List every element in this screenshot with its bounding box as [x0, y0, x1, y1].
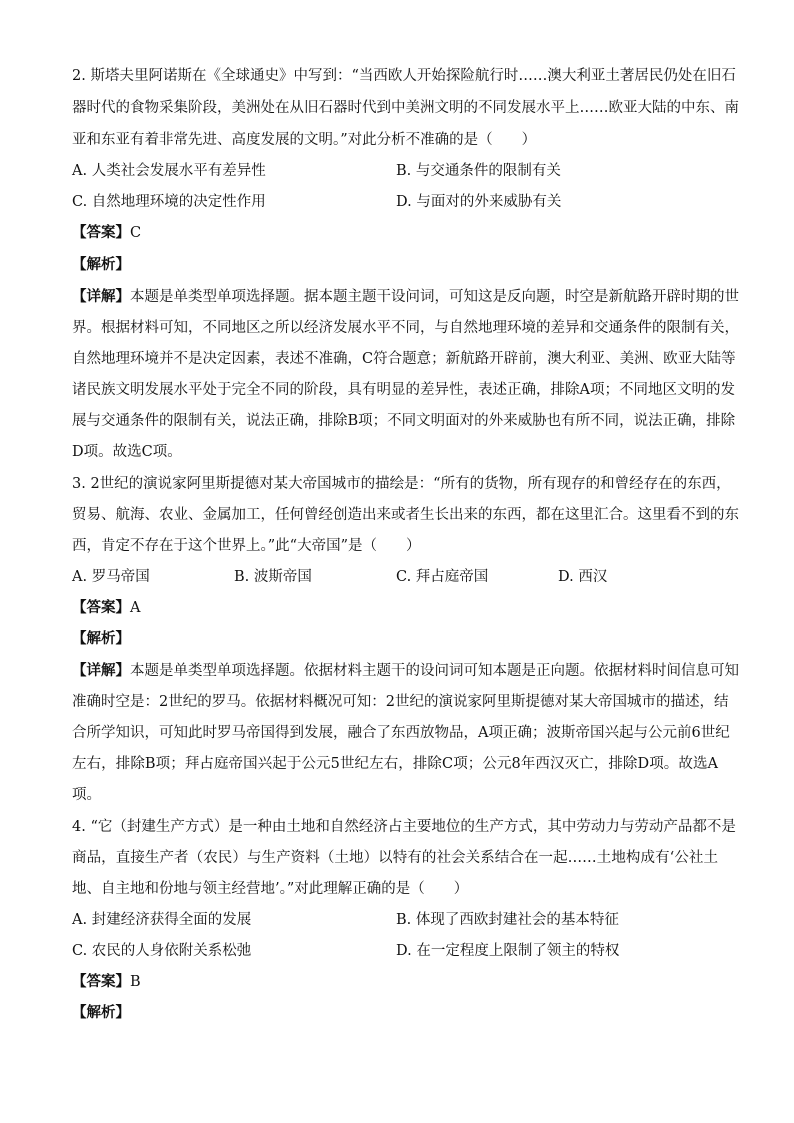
q3-detail-line-1	[72, 661, 739, 681]
q3-option-d: D. 西汉	[558, 569, 608, 585]
q3-detail-line-4: 左右，排除B项；拜占庭帝国兴起于公元5世纪左右，排除C项；公元8年西汉灭亡，排除D项。故选A	[72, 756, 718, 772]
answer-value: B	[130, 974, 141, 990]
analysis-tag: 【解析】	[72, 1004, 130, 1021]
q3-option-c: C. 拜占庭帝国	[396, 569, 489, 585]
q3-detail-line-2: 准确时空是：2世纪的罗马。依据材料概况可知：2世纪的演说家阿里斯提德对某大帝国城市的描述，结	[72, 694, 729, 710]
q4-stem-line-2: 商品，直接生产者（农民）与生产资料（土地）以特有的社会关系结合在一起……土地构成有‘公社土	[72, 850, 718, 866]
q2-detail-line-4: 诸民族文明发展水平处于完全不同的阶段，具有明显的差异性，表述正确，排除A项；不同地区文明的发	[72, 382, 735, 398]
q3-analysis-heading	[72, 629, 130, 649]
analysis-tag: 【解析】	[72, 630, 130, 647]
q3-stem-line-3: 西，肯定不存在于这个世界上。”此“大帝国”是（ ）	[72, 538, 421, 554]
answer-value: C	[130, 225, 142, 241]
q2-option-c: C. 自然地理环境的决定性作用	[72, 194, 266, 210]
answer-value: A	[130, 600, 141, 616]
answer-tag: 【答案】	[72, 599, 130, 616]
q2-stem-line-1: 2. 斯塔夫里阿诺斯在《全球通史》中写到：“当西欧人开始探险航行时……澳大利亚土著居民仍处在旧石	[72, 68, 736, 84]
q4-answer	[72, 972, 141, 992]
q2-analysis-heading	[72, 255, 130, 275]
q4-stem-line-1: 4. “它（封建生产方式）是一种由土地和自然经济占主要地位的生产方式，其中劳动力与劳动产品都不是	[72, 819, 736, 835]
q4-analysis-heading	[72, 1003, 130, 1023]
answer-tag: 【答案】	[72, 973, 130, 990]
q2-stem-line-3: 亚和东亚有着非常先进、高度发展的文明。”对此分析不准确的是（ ）	[72, 132, 537, 148]
q2-detail-line-5: 展与交通条件的限制有关，说法正确，排除B项；不同文明面对的外来威胁也有所不同，说法正确，排除	[72, 413, 736, 429]
q3-detail-line-5: 项。	[72, 787, 101, 803]
answer-tag: 【答案】	[72, 224, 130, 241]
q4-option-c: C. 农民的人身依附关系松弛	[72, 943, 252, 959]
q2-option-b: B. 与交通条件的限制有关	[396, 163, 561, 179]
q4-option-a: A. 封建经济获得全面的发展	[72, 912, 252, 928]
q3-detail-line-3: 合所学知识，可知此时罗马帝国得到发展，融合了东西放物品，A项正确；波斯帝国兴起与公元前6世纪	[72, 725, 730, 741]
detail-tag: 【详解】	[72, 288, 130, 305]
q3-answer	[72, 598, 140, 618]
q2-option-a: A. 人类社会发展水平有差异性	[72, 163, 266, 179]
analysis-tag: 【解析】	[72, 256, 130, 273]
q2-answer	[72, 223, 141, 243]
q3-option-a: A. 罗马帝国	[72, 569, 150, 585]
q3-stem-line-1: 3. 2世纪的演说家阿里斯提德对某大帝国城市的描绘是：“所有的货物，所有现存的和曾经存在的东西，	[72, 476, 731, 492]
q4-option-b: B. 体现了西欧封建社会的基本特征	[396, 912, 619, 928]
q4-option-d: D. 在一定程度上限制了领主的特权	[396, 943, 620, 959]
detail-text: 本题是单类型单项选择题。依据材料主题干的设问词可知本题是正向题。依据材料时间信息可知	[130, 663, 739, 679]
detail-tag: 【详解】	[72, 662, 130, 679]
q2-detail-line-1	[72, 287, 739, 307]
q4-stem-line-3: 地、自主地和份地与领主经营地’。”对此理解正确的是（ ）	[72, 881, 469, 897]
q3-option-b: B. 波斯帝国	[234, 569, 312, 585]
q2-detail-line-6: D项。故选C项。	[72, 444, 182, 460]
q2-stem-line-2: 器时代的食物采集阶段，美洲处在从旧石器时代到中美洲文明的不同发展水平上……欧亚大陆的中东、南	[72, 100, 739, 116]
q2-option-d: D. 与面对的外来威胁有关	[396, 194, 562, 210]
q2-detail-line-3: 自然地理环境并不是决定因素，表述不准确，C符合题意；新航路开辟前，澳大利亚、美洲、欧亚大陆等	[72, 351, 736, 367]
q2-detail-line-2: 界。根据材料可知，不同地区之所以经济发展水平不同，与自然地理环境的差异和交通条件的限制有关，	[72, 320, 739, 336]
detail-text: 本题是单类型单项选择题。据本题主题干设问词，可知这是反向题，时空是新航路开辟时期的世	[130, 289, 739, 305]
q3-stem-line-2: 贸易、航海、农业、金属加工，任何曾经创造出来或者生长出来的东西，都在这里汇合。这里看不到的东	[72, 507, 739, 523]
